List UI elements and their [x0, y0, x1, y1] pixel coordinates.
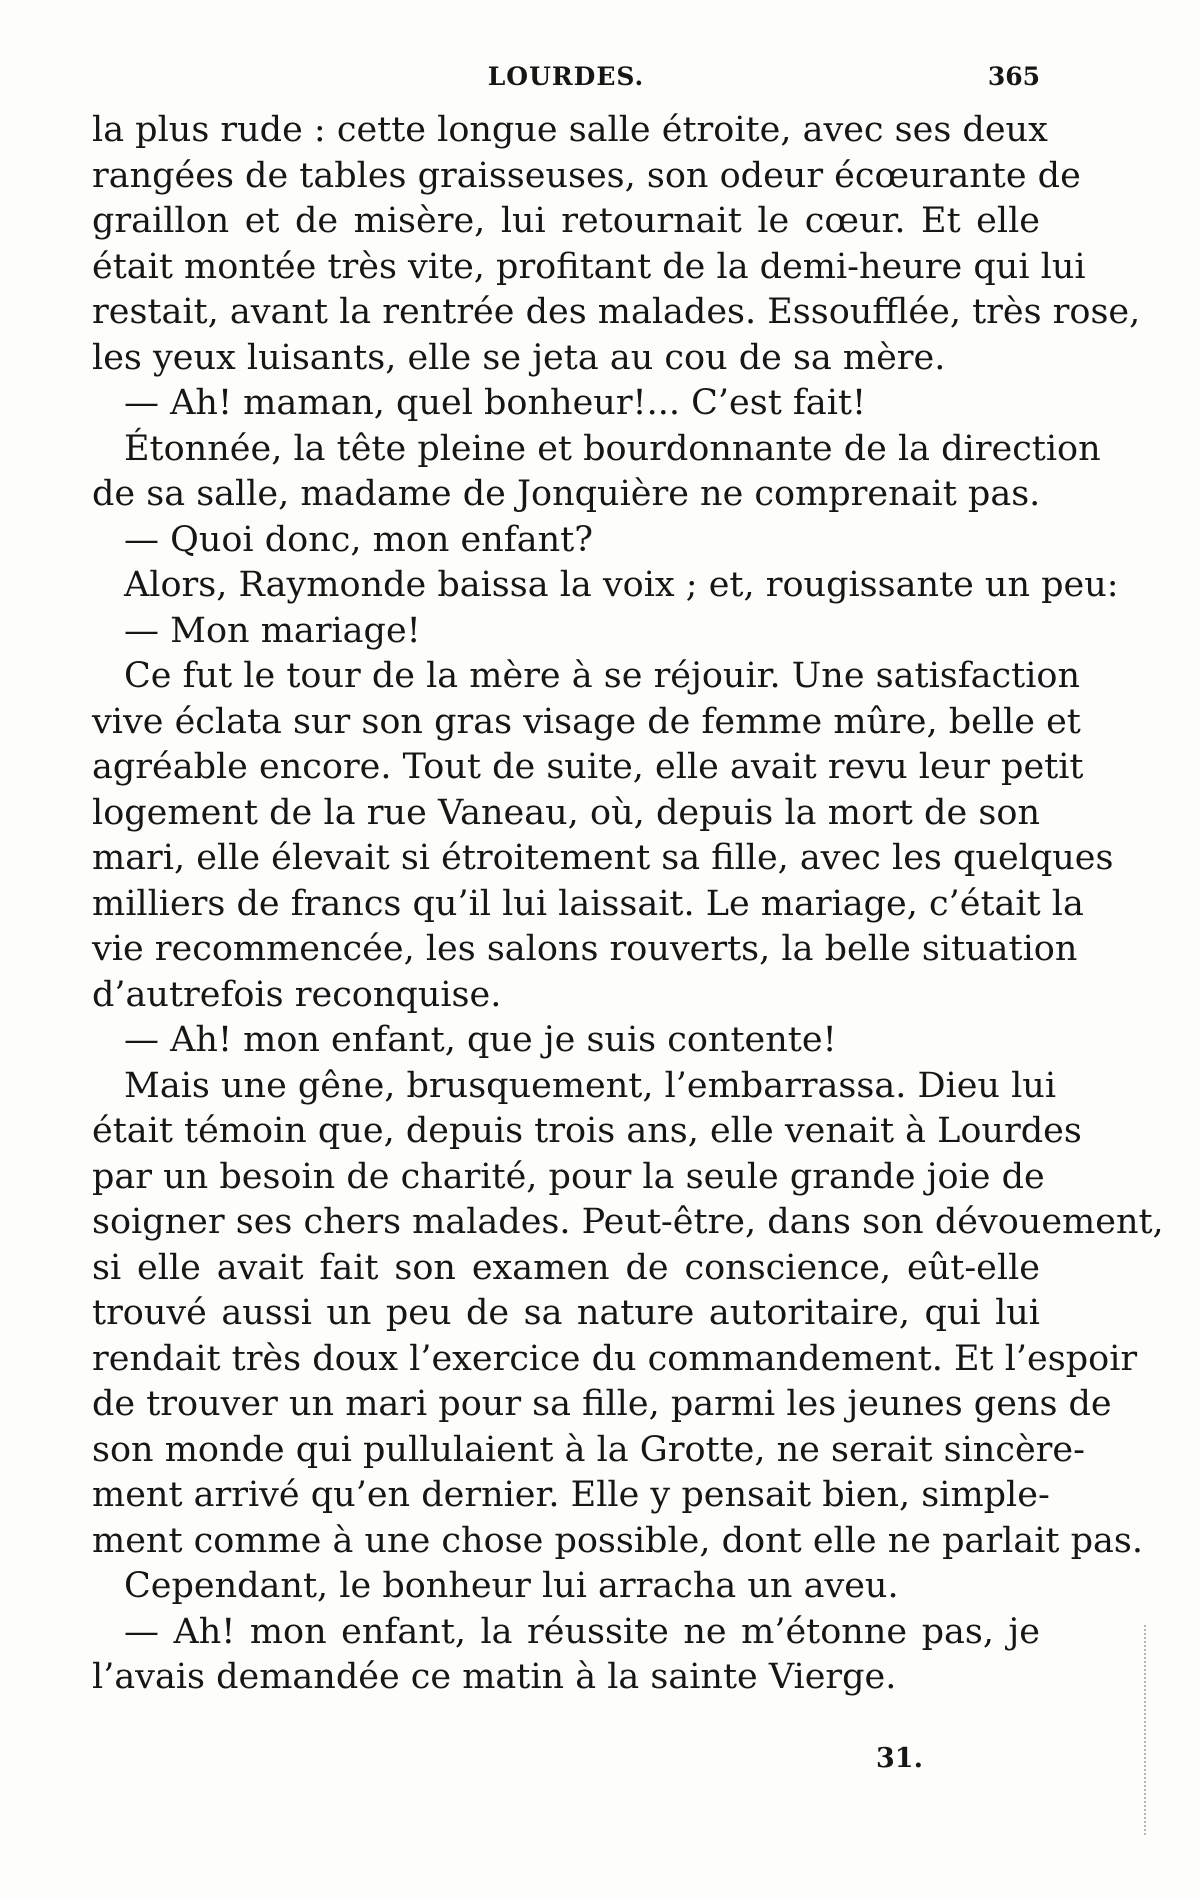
text-line: Étonnée, la tête pleine et bourdonnante de la direction — [124, 428, 1101, 469]
text-line: restait, avant la rentrée des malades. Essoufflée, très rose, — [92, 292, 1141, 332]
text-line: — Quoi donc, mon enfant? — [124, 519, 593, 560]
text-line: de trouver un mari pour sa fille, parmi les jeunes gens de — [92, 1384, 1112, 1424]
text-line: Ce fut le tour de la mère à se réjouir. Une satisfaction — [124, 656, 1081, 696]
text-line: milliers de francs qu’il lui laissait. Le mariage, c’était la — [92, 883, 1084, 924]
text-line: — Ah! mon enfant, que je suis contente! — [124, 1020, 837, 1060]
text-line: d’autrefois reconquise. — [92, 974, 502, 1015]
text-line: la plus rude : cette longue salle étroite, avec ses deux — [92, 110, 1048, 150]
text-line: par un besoin de charité, pour la seule grande joie de — [92, 1156, 1045, 1197]
text-line: était montée très vite, profitant de la demi-heure qui lui — [92, 246, 1086, 287]
text-line: soigner ses chers malades. Peut-être, dans son dévouement, — [92, 1202, 1164, 1242]
text-line: si elle avait fait son examen de conscience, eût-elle — [92, 1247, 1040, 1288]
text-line: logement de la rue Vaneau, où, depuis la mort de son — [92, 792, 1040, 833]
text-line: rangées de tables graisseuses, son odeur écœurante de — [92, 155, 1081, 196]
text-line: mari, elle élevait si étroitement sa fille, avec les quelques — [92, 838, 1114, 878]
text-line: — Ah! maman, quel bonheur!... C’est fait! — [124, 383, 867, 423]
text-line: trouvé aussi un peu de sa nature autoritaire, qui lui — [92, 1293, 1040, 1333]
text-line: rendait très doux l’exercice du commandement. Et l’espoir — [92, 1338, 1138, 1379]
page-number: 365 — [987, 62, 1040, 91]
text-line: son monde qui pullulaient à la Grotte, ne serait sincère- — [92, 1429, 1085, 1470]
signature-mark: 31. — [876, 1743, 923, 1774]
text-line: — Mon mariage! — [124, 610, 421, 651]
text-line: graillon et de misère, lui retournait le cœur. Et elle — [92, 201, 1040, 241]
text-line: — Ah! mon enfant, la réussite ne m’étonne pas, je — [124, 1611, 1040, 1652]
text-line: Alors, Raymonde baissa la voix ; et, rougissante un peu: — [124, 565, 1119, 605]
text-line: Mais une gêne, brusquement, l’embarrassa. Dieu lui — [124, 1065, 1057, 1106]
text-line: était témoin que, depuis trois ans, elle venait à Lourdes — [92, 1111, 1082, 1151]
text-line: l’avais demandée ce matin à la sainte Vierge. — [92, 1657, 897, 1697]
text-line: ment comme à une chose possible, dont elle ne parlait pas. — [92, 1520, 1143, 1561]
body-text — [92, 108, 1164, 1701]
text-line: les yeux luisants, elle se jeta au cou de sa mère. — [92, 337, 946, 378]
text-line: vie recommencée, les salons rouverts, la belle situation — [92, 929, 1078, 969]
text-line: agréable encore. Tout de suite, elle avait revu leur petit — [92, 747, 1084, 787]
page-header — [92, 62, 1040, 102]
page-edge-marks — [1144, 1625, 1152, 1835]
text-line: de sa salle, madame de Jonquière ne comprenait pas. — [92, 474, 1041, 514]
text-line: ment arrivé qu’en dernier. Elle y pensait bien, simple- — [92, 1475, 1050, 1515]
running-head: LOURDES. — [487, 62, 645, 91]
text-line: Cependant, le bonheur lui arracha un aveu. — [124, 1566, 899, 1606]
text-line: vive éclata sur son gras visage de femme mûre, belle et — [92, 701, 1081, 742]
